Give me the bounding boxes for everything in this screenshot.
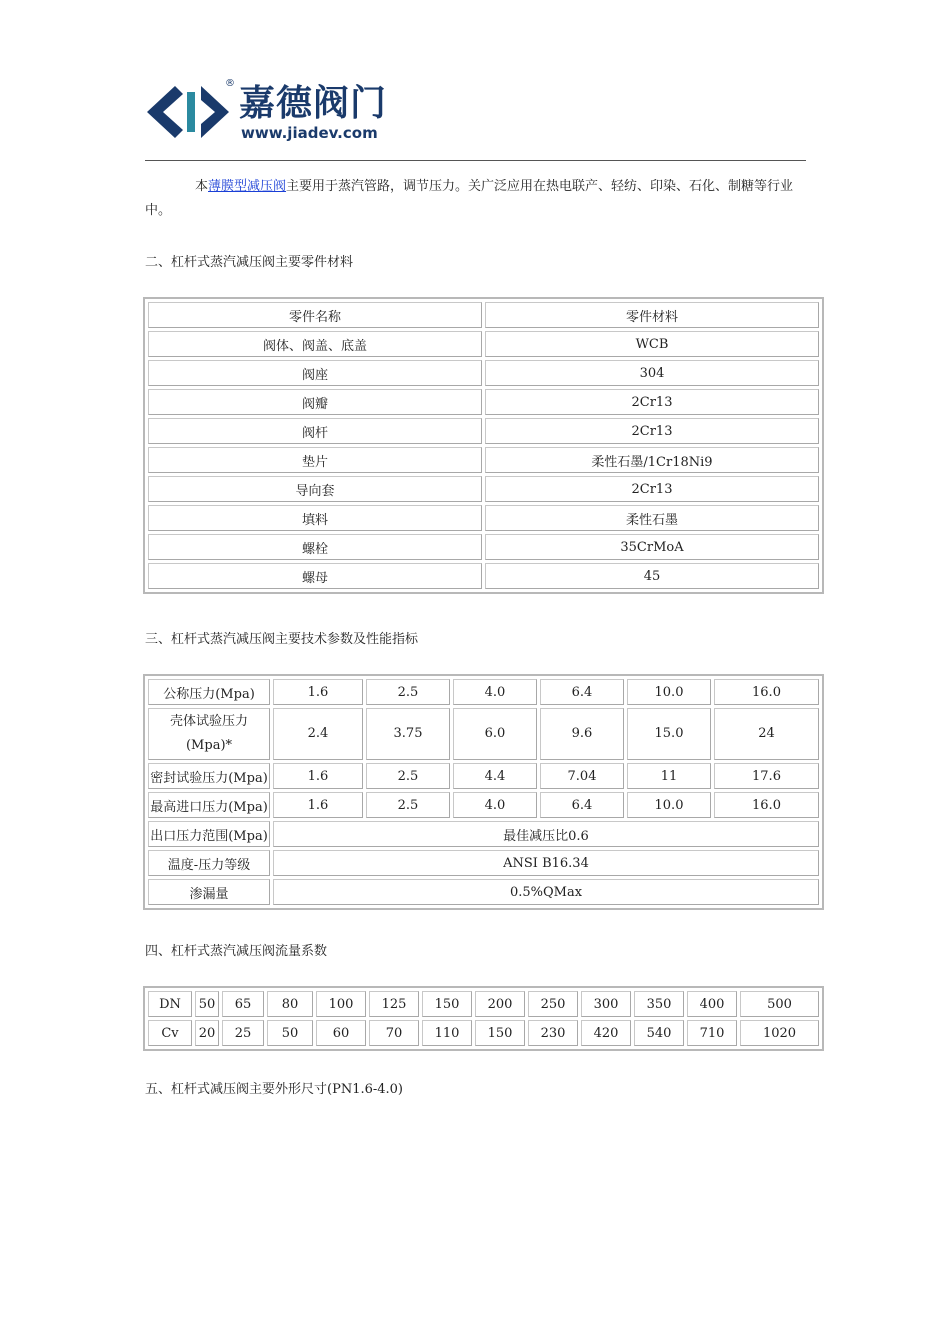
spec-value: 15.0 xyxy=(627,708,711,760)
product-link[interactable]: 薄膜型减压阀 xyxy=(208,179,287,194)
table-row xyxy=(148,763,819,789)
part-name: 阀体、阀盖、底盖 xyxy=(148,331,482,357)
spec-value: 4.0 xyxy=(453,792,537,818)
spec-value: 2.5 xyxy=(366,792,450,818)
section3-heading: 三、杠杆式蒸汽减压阀主要技术参数及性能指标 xyxy=(145,632,419,647)
intro-paragraph xyxy=(145,175,810,223)
spec-value: 16.0 xyxy=(714,679,819,705)
spec-value: ANSI B16.34 xyxy=(273,850,819,876)
table-row xyxy=(148,708,819,760)
table-row xyxy=(148,792,819,818)
cv-value: 230 xyxy=(528,1020,578,1046)
spec-value: 2.5 xyxy=(366,679,450,705)
spec-label-line2: (Mpa)* xyxy=(185,738,233,753)
table-row xyxy=(148,850,819,876)
intro-text: 主要用于蒸汽管路，调节压力。关广泛应用在热电联产、轻纺、印染、石化、制糖等行业中。 xyxy=(145,179,794,218)
spec-value: 11 xyxy=(627,763,711,789)
section5-heading: 五、杠杆式减压阀主要外形尺寸(PN1.6-4.0) xyxy=(145,1082,404,1097)
spec-value: 1.6 xyxy=(273,792,363,818)
table-row xyxy=(148,821,819,847)
intro-prefix: 本 xyxy=(195,179,209,194)
spec-value: 9.6 xyxy=(540,708,624,760)
cv-value: 60 xyxy=(316,1020,366,1046)
cv-value: 20 xyxy=(195,1020,219,1046)
section4-heading: 四、杠杆式蒸汽减压阀流量系数 xyxy=(145,944,328,959)
spec-value: 4.4 xyxy=(453,763,537,789)
spec-value: 1.6 xyxy=(273,679,363,705)
dn-value: 350 xyxy=(634,991,684,1017)
part-material: 柔性石墨/1Cr18Ni9 xyxy=(485,447,819,473)
spec-value: 4.0 xyxy=(453,679,537,705)
part-material: 35CrMoA xyxy=(485,534,819,560)
table-header-row xyxy=(148,302,819,328)
table-row xyxy=(148,331,819,357)
part-name: 填料 xyxy=(148,505,482,531)
cv-value: 420 xyxy=(581,1020,631,1046)
spec-value: 7.04 xyxy=(540,763,624,789)
part-name: 螺母 xyxy=(148,563,482,589)
dn-value: 80 xyxy=(267,991,313,1017)
part-material: WCB xyxy=(485,331,819,357)
section2-heading: 二、杠杆式蒸汽减压阀主要零件材料 xyxy=(145,255,354,270)
dn-value: 400 xyxy=(687,991,737,1017)
specs-table xyxy=(143,674,824,910)
cv-value: 150 xyxy=(475,1020,525,1046)
part-name: 阀杆 xyxy=(148,418,482,444)
dn-value: 125 xyxy=(369,991,419,1017)
table-row xyxy=(148,679,819,705)
spec-label: 渗漏量 xyxy=(148,879,270,905)
part-name: 导向套 xyxy=(148,476,482,502)
dn-label: DN xyxy=(148,991,192,1017)
brand-name: 嘉德阀门 xyxy=(239,83,388,124)
dn-value: 65 xyxy=(222,991,264,1017)
header-part-material: 零件材料 xyxy=(485,302,819,328)
spec-value: 3.75 xyxy=(366,708,450,760)
dn-value: 150 xyxy=(422,991,472,1017)
spec-label-line1: 壳体试验压力 xyxy=(169,714,248,729)
part-material: 45 xyxy=(485,563,819,589)
part-material: 2Cr13 xyxy=(485,476,819,502)
brand-url: www.jiadev.com xyxy=(241,124,378,142)
registered-mark: ® xyxy=(225,78,235,89)
table-row xyxy=(148,991,819,1017)
cv-value: 540 xyxy=(634,1020,684,1046)
cv-value: 50 xyxy=(267,1020,313,1046)
part-material: 304 xyxy=(485,360,819,386)
spec-label xyxy=(148,708,270,760)
materials-table xyxy=(143,297,824,594)
spec-value: 0.5%QMax xyxy=(273,879,819,905)
table-row xyxy=(148,505,819,531)
spec-value: 6.4 xyxy=(540,679,624,705)
spec-value: 17.6 xyxy=(714,763,819,789)
valve-logo-icon xyxy=(145,78,237,146)
dn-value: 250 xyxy=(528,991,578,1017)
table-row xyxy=(148,360,819,386)
table-row xyxy=(148,534,819,560)
cv-value: 1020 xyxy=(740,1020,819,1046)
table-row xyxy=(148,1020,819,1046)
cv-value: 70 xyxy=(369,1020,419,1046)
dn-value: 500 xyxy=(740,991,819,1017)
cv-value: 110 xyxy=(422,1020,472,1046)
table-row xyxy=(148,879,819,905)
spec-value: 10.0 xyxy=(627,679,711,705)
company-logo xyxy=(145,78,395,148)
part-material: 2Cr13 xyxy=(485,389,819,415)
spec-value: 1.6 xyxy=(273,763,363,789)
spec-value: 24 xyxy=(714,708,819,760)
cv-value: 25 xyxy=(222,1020,264,1046)
spec-value: 16.0 xyxy=(714,792,819,818)
dn-value: 50 xyxy=(195,991,219,1017)
header-divider xyxy=(145,160,806,161)
part-name: 阀座 xyxy=(148,360,482,386)
spec-value: 6.4 xyxy=(540,792,624,818)
part-material: 柔性石墨 xyxy=(485,505,819,531)
spec-value: 最佳减压比0.6 xyxy=(273,821,819,847)
table-row xyxy=(148,476,819,502)
cv-value: 710 xyxy=(687,1020,737,1046)
flow-coefficient-table xyxy=(143,986,824,1051)
spec-label: 密封试验压力(Mpa) xyxy=(148,763,270,789)
table-row xyxy=(148,389,819,415)
spec-label: 出口压力范围(Mpa) xyxy=(148,821,270,847)
header-part-name: 零件名称 xyxy=(148,302,482,328)
dn-value: 100 xyxy=(316,991,366,1017)
table-row xyxy=(148,563,819,589)
dn-value: 200 xyxy=(475,991,525,1017)
spec-label: 温度-压力等级 xyxy=(148,850,270,876)
part-name: 垫片 xyxy=(148,447,482,473)
cv-label: Cv xyxy=(148,1020,192,1046)
spec-value: 2.5 xyxy=(366,763,450,789)
spec-label: 公称压力(Mpa) xyxy=(148,679,270,705)
part-name: 阀瓣 xyxy=(148,389,482,415)
dn-value: 300 xyxy=(581,991,631,1017)
part-name: 螺栓 xyxy=(148,534,482,560)
spec-value: 10.0 xyxy=(627,792,711,818)
spec-value: 6.0 xyxy=(453,708,537,760)
spec-label: 最高进口压力(Mpa) xyxy=(148,792,270,818)
table-row xyxy=(148,447,819,473)
part-material: 2Cr13 xyxy=(485,418,819,444)
table-row xyxy=(148,418,819,444)
spec-value: 2.4 xyxy=(273,708,363,760)
